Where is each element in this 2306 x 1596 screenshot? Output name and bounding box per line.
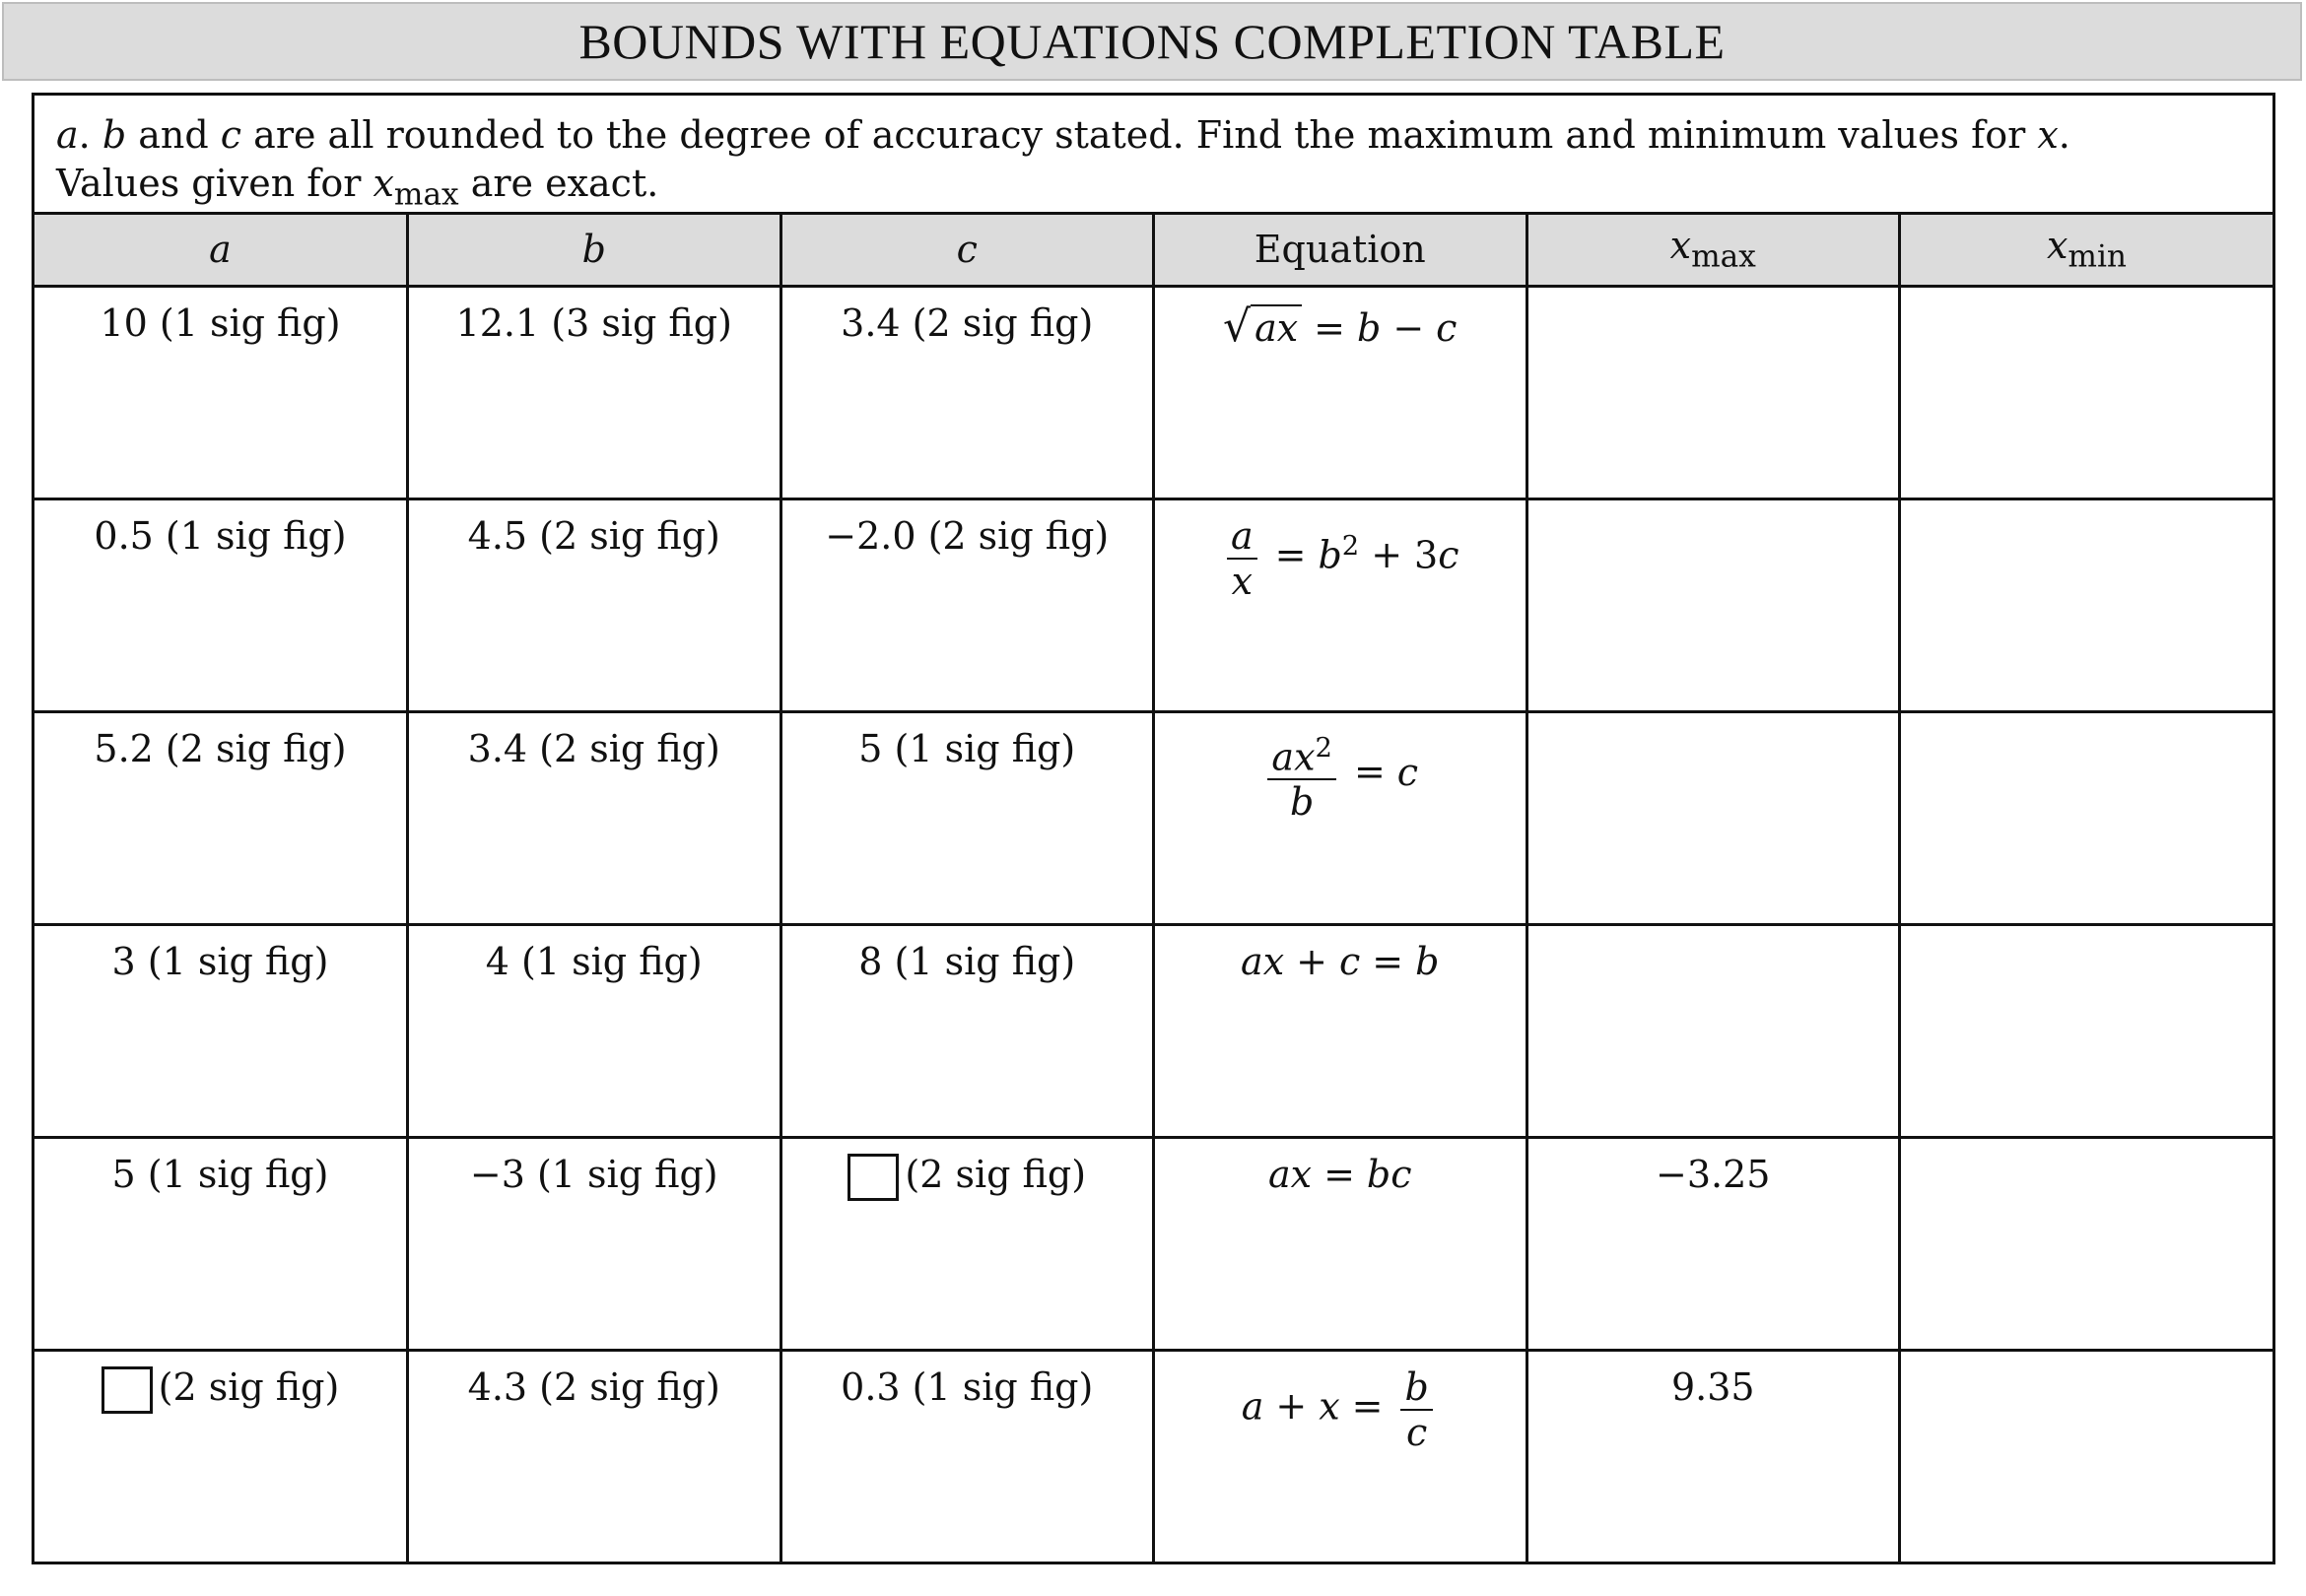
instructions-line-1	[56, 111, 2272, 160]
cell-xmax-input[interactable]	[1526, 924, 1900, 1137]
header-a: a	[34, 215, 408, 286]
table-row	[34, 1350, 2272, 1563]
cell-c-accuracy: (2 sig fig)	[905, 1152, 1087, 1196]
cell-equation	[1154, 924, 1527, 1137]
instructions-line-2	[56, 160, 2272, 220]
var-x: x	[373, 162, 394, 205]
header-xmax: $x_{max}$	[1526, 215, 1900, 286]
fraction: $\frac{a}{x}$	[1227, 514, 1257, 603]
cell-equation	[1154, 1350, 1527, 1563]
equation: $\frac{a}{x}$ = $b^2 + 3c$	[1221, 514, 1459, 603]
table-row	[34, 499, 2272, 711]
header-row	[34, 215, 2272, 286]
cell-a-accuracy: (2 sig fig)	[158, 1364, 340, 1409]
missing-a-box[interactable]	[102, 1366, 153, 1414]
cell-equation	[1154, 499, 1527, 711]
var-a: a	[56, 113, 79, 157]
var-x: x	[2037, 113, 2059, 157]
cell-a: 0.5 (1 sig fig)	[34, 499, 408, 711]
instructions-text-2: Values given for	[56, 162, 373, 205]
subscript-max: max	[393, 176, 459, 213]
cell-xmax: −3.25	[1526, 1137, 1900, 1350]
cell-a	[34, 1350, 408, 1563]
cell-c: 3.4 (2 sig fig)	[780, 286, 1154, 499]
cell-xmin-input[interactable]	[1900, 1350, 2273, 1563]
cell-c: −2.0 (2 sig fig)	[780, 499, 1154, 711]
header-xmin: $x_{min}$	[1900, 215, 2273, 286]
and-text: and	[126, 113, 221, 157]
worksheet-frame	[32, 93, 2275, 1564]
cell-c	[780, 1137, 1154, 1350]
cell-xmin-input[interactable]	[1900, 286, 2273, 499]
table-row	[34, 1137, 2272, 1350]
equation: ax = bc	[1267, 1152, 1412, 1196]
worksheet-title: BOUNDS WITH EQUATIONS COMPLETION TABLE	[2, 2, 2302, 81]
equation: √ ax = b − c	[1223, 300, 1458, 352]
cell-c: 0.3 (1 sig fig)	[780, 1350, 1154, 1563]
cell-a: 10 (1 sig fig)	[34, 286, 408, 499]
cell-b: 4 (1 sig fig)	[408, 924, 781, 1137]
cell-a: 5.2 (2 sig fig)	[34, 711, 408, 924]
cell-b: 3.4 (2 sig fig)	[408, 711, 781, 924]
cell-b: 4.3 (2 sig fig)	[408, 1350, 781, 1563]
cell-c: 8 (1 sig fig)	[780, 924, 1154, 1137]
header-b: b	[408, 215, 781, 286]
cell-xmax-input[interactable]	[1526, 711, 1900, 924]
cell-xmax-input[interactable]	[1526, 499, 1900, 711]
table-row	[34, 286, 2272, 499]
var-c: c	[220, 113, 242, 157]
header-c: c	[780, 215, 1154, 286]
missing-c-box[interactable]	[848, 1154, 899, 1201]
cell-xmin-input[interactable]	[1900, 1137, 2273, 1350]
cell-xmin-input[interactable]	[1900, 711, 2273, 924]
cell-c: 5 (1 sig fig)	[780, 711, 1154, 924]
instructions	[34, 96, 2272, 215]
instructions-text-3: are exact.	[458, 162, 659, 205]
cell-a: 5 (1 sig fig)	[34, 1137, 408, 1350]
cell-equation	[1154, 1137, 1527, 1350]
table-row	[34, 711, 2272, 924]
equation: a + x = $\frac{b}{c}$	[1242, 1365, 1439, 1454]
table-row	[34, 924, 2272, 1137]
fraction: $\frac{ax^2}{b}$	[1267, 727, 1336, 825]
header-equation: Equation	[1154, 215, 1527, 286]
cell-equation	[1154, 286, 1527, 499]
cell-b: −3 (1 sig fig)	[408, 1137, 781, 1350]
fraction: $\frac{b}{c}$	[1400, 1365, 1432, 1454]
cell-b: 4.5 (2 sig fig)	[408, 499, 781, 711]
equation: $\frac{ax^2}{b}$ = c	[1261, 727, 1418, 825]
cell-xmax-input[interactable]	[1526, 286, 1900, 499]
cell-xmin-input[interactable]	[1900, 499, 2273, 711]
cell-b: 12.1 (3 sig fig)	[408, 286, 781, 499]
equation: ax + c = b	[1241, 939, 1440, 983]
cell-a: 3 (1 sig fig)	[34, 924, 408, 1137]
period: .	[2058, 113, 2070, 157]
cell-equation	[1154, 711, 1527, 924]
cell-xmax: 9.35	[1526, 1350, 1900, 1563]
cell-xmin-input[interactable]	[1900, 924, 2273, 1137]
var-b: b	[102, 113, 127, 157]
separator: .	[78, 113, 91, 157]
instructions-text: are all rounded to the degree of accuracy stated. Find the maximum and minimum values for	[241, 113, 2038, 157]
bounds-table	[34, 215, 2272, 1563]
